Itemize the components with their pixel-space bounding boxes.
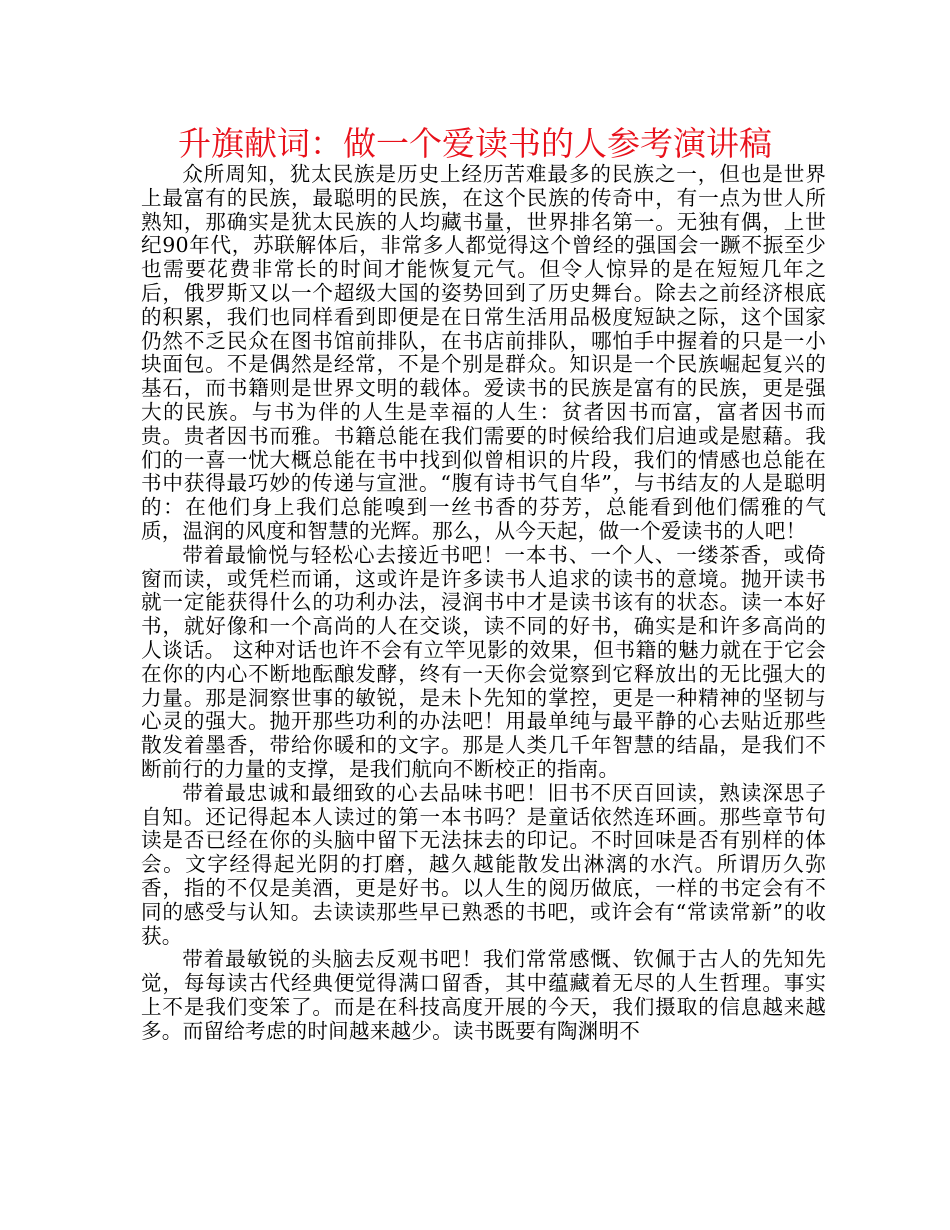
paragraph: 带着最愉悦与轻松心去接近书吧！一本书、一个人、一缕茶香，或倚窗而读，或凭栏而诵，这或许是许多读书人追求的读书的意境。抛开读书就一定能获得什么的功利办法，浸润书中才是读书该有的状态。读一本好书，就好像和一个高尚的人在交谈，读不同的好书，确实是和许多高尚的人谈话。 这种对话也许不会有立竿见影的效果，但书籍的魅力就在于它会在你的内心不断地酝酿发酵，终有一天你会觉察到它释放出的无比强大的力量。那是洞察世事的敏锐，是未卜先知的掌控，更是一种精神的坚韧与心灵的强大。抛开那些功利的办法吧！用最单纯与最平静的心去贴近那些散发着墨香，带给你暖和的文字。那是人类几千年智慧的结晶，是我们不断前行的力量的支撑，是我们航向不断校正的指南。 bbox=[141, 542, 826, 781]
paragraph: 带着最敏锐的头脑去反观书吧！我们常常感慨、钦佩于古人的先知先觉，每每读古代经典便觉得满口留香，其中蕴藏着无尽的人生哲理。事实上不是我们变笨了。而是在科技高度开展的今天，我们摄取的信息越来越多。而留给考虑的时间越来越少。读书既要有陶渊明不 bbox=[141, 947, 826, 1043]
document-body bbox=[141, 163, 826, 1043]
paragraph: 带着最忠诚和最细致的心去品味书吧！旧书不厌百回读，熟读深思子自知。还记得起本人读过的第一本书吗？是童话依然连环画。那些章节句读是否已经在你的头脑中留下无法抹去的印记。不时回味是否有别样的体会。文字经得起光阴的打磨，越久越能散发出淋漓的水汽。所谓历久弥香，指的不仅是美酒，更是好书。以人生的阅历做底，一样的书定会有不同的感受与认知。去读读那些早已熟悉的书吧，或许会有“常读常新”的收获。 bbox=[141, 780, 826, 948]
paragraph: 众所周知，犹太民族是历史上经历苦难最多的民族之一，但也是世界上最富有的民族，最聪明的民族，在这个民族的传奇中，有一点为世人所熟知，那确实是犹太民族的人均藏书量，世界排名第一。无独有偶，上世纪90年代，苏联解体后，非常多人都觉得这个曾经的强国会一蹶不振至少也需要花费非常长的时间才能恢复元气。但令人惊异的是在短短几年之后，俄罗斯又以一个超级大国的姿势回到了历史舞台。除去之前经济根底的积累，我们也同样看到即便是在日常生活用品极度短缺之际，这个国家仍然不乏民众在图书馆前排队，在书店前排队，哪怕手中握着的只是一小块面包。不是偶然是经常，不是个别是群众。知识是一个民族崛起复兴的基石，而书籍则是世界文明的载体。爱读书的民族是富有的民族，更是强大的民族。与书为伴的人生是幸福的人生：贫者因书而富，富者因书而贵。贵者因书而雅。书籍总能在我们需要的时候给我们启迪或是慰藉。我们的一喜一忧大概总能在书中找到似曾相识的片段，我们的情感也总能在书中获得最巧妙的传递与宣泄。“腹有诗书气自华”，与书结友的人是聪明的：在他们身上我们总能嗅到一丝书香的芬芳，总能看到他们儒雅的气质，温润的风度和智慧的光辉。那么，从今天起，做一个爱读书的人吧！ bbox=[141, 162, 826, 543]
document-title: 升旗献词：做一个爱读书的人参考演讲稿 bbox=[178, 124, 772, 163]
